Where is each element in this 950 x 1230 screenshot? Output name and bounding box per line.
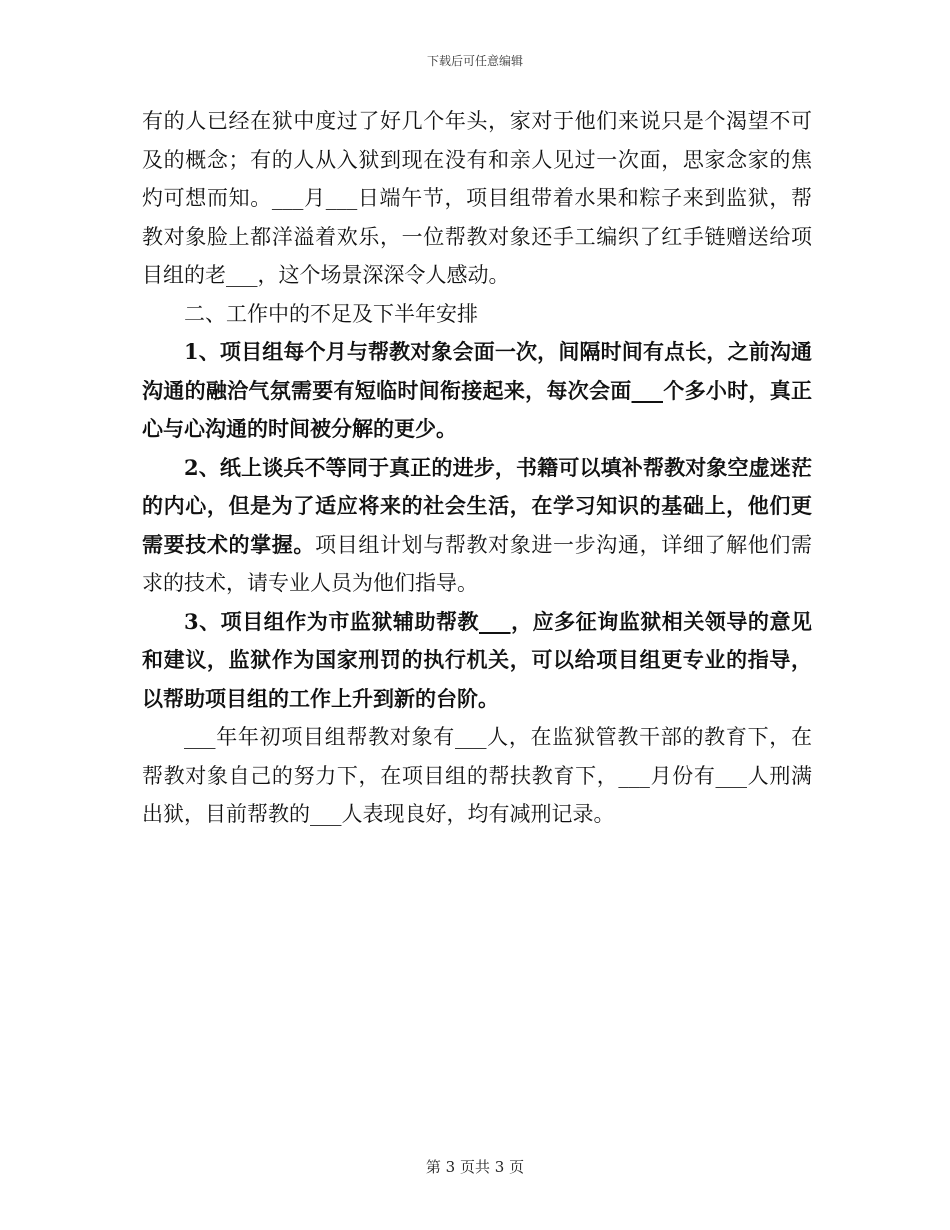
paragraph-item-2-normal: 项目组计划与帮教对象进一步沟通，详细了解他们需求的技术，请专业人员为他们指导。 [142, 532, 813, 595]
paragraph-item-1: 1、项目组每个月与帮教对象会面一次，间隔时间有点长，之前沟通沟通的融洽气氛需要有短临时间衔接起来，每次会面___个多小时，真正心与心沟通的时间被分解的更少。 [142, 339, 812, 441]
document-body [142, 102, 812, 834]
page-header: 下载后可任意编辑 [426, 54, 523, 68]
page-footer: 第 3 页共 3 页 [425, 1158, 525, 1176]
paragraph-intro: 有的人已经在狱中度过了好几个年头，家对于他们来说只是个渴望不可及的概念；有的人从入狱到现在没有和亲人见过一次面，思家念家的焦灼可想而知。___月___日端午节，项目组带着水果和粽子来到监狱，帮教对象脸上都洋溢着欢乐，一位帮教对象还手工编织了红手链赠送给项目组的老___，这个场景深深令人感动。 [142, 109, 812, 287]
paragraph-item-2 [142, 449, 812, 603]
section-heading: 二、工作中的不足及下半年安排 [184, 301, 478, 326]
paragraph-summary: ___年年初项目组帮教对象有___人，在监狱管教干部的教育下，在帮教对象自己的努力下，在项目组的帮扶教育下，___月份有___人刑满出狱，目前帮教的___人表现良好，均有减刑记录。 [142, 725, 812, 826]
paragraph-item-2-bold: 2、纸上谈兵不等同于真正的进步，书籍可以填补帮教对象空虚迷茫的内心，但是为了适应将来的社会生活，在学习知识的基础上，他们更需要技术的掌握。 [142, 454, 812, 557]
paragraph-item-3: 3、项目组作为市监狱辅助帮教___，应多征询监狱相关领导的意见和建议，监狱作为国家刑罚的执行机关，可以给项目组更专业的指导，以帮助项目组的工作上升到新的台阶。 [142, 608, 812, 711]
